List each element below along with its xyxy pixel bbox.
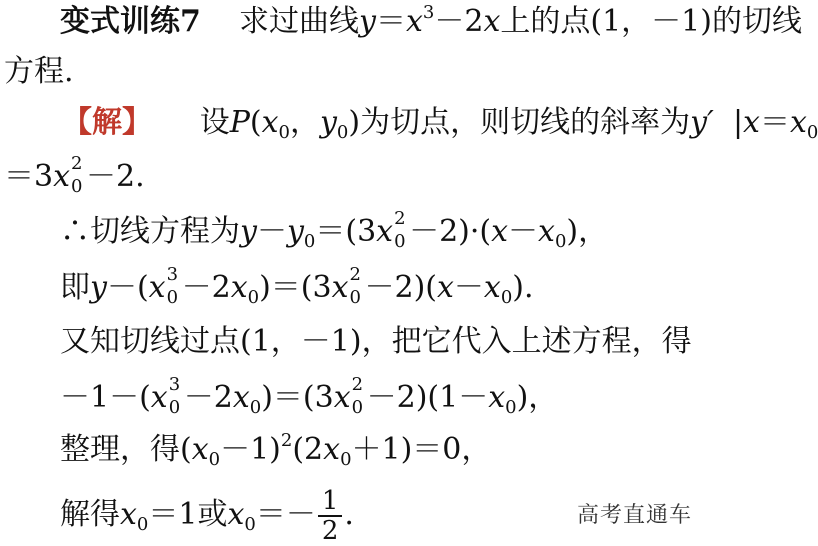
solution-text: 解得	[60, 497, 120, 532]
math-sub: 0	[166, 287, 179, 308]
math-text: ＝3	[4, 159, 54, 194]
math-sup: 2	[351, 374, 364, 395]
solution-line-7	[60, 430, 491, 470]
math-y: y	[319, 105, 337, 140]
math-x: x	[743, 105, 760, 140]
math-supsub	[348, 264, 364, 308]
math-sup: 2	[394, 208, 406, 229]
solution-label: 【解】	[62, 105, 152, 140]
math-sub: 0	[500, 287, 513, 308]
math-sup: 3	[166, 264, 179, 285]
math-sub: 0	[168, 397, 181, 418]
math-x: x	[789, 105, 807, 140]
math-supsub	[393, 208, 409, 252]
math-sub: 0	[136, 514, 149, 535]
math-paren: (	[249, 105, 262, 140]
watermark: 高考直通车	[576, 503, 692, 528]
math-sup: 3	[168, 374, 181, 395]
math-minus: －	[256, 214, 287, 249]
solution-line-1	[62, 103, 818, 143]
math-x: x	[538, 214, 555, 249]
math-sub: 0	[278, 122, 290, 143]
math-fraction	[318, 487, 343, 545]
solution-line-3	[60, 208, 609, 252]
math-text: ＝1或	[148, 497, 228, 532]
math-sub: 0	[340, 449, 352, 470]
math-sub: 0	[208, 449, 221, 470]
math-sub: 0	[554, 231, 567, 252]
math-sub: 0	[303, 231, 316, 252]
problem-line-1	[60, 2, 802, 42]
solution-text: 又知切线过点(1，－1)，把它代入上述方程，得	[60, 324, 692, 359]
math-x: x	[230, 270, 248, 305]
math-text: )＝(3	[261, 380, 334, 415]
math-sub: 0	[351, 397, 364, 418]
math-sub: 0	[394, 231, 406, 252]
math-text: －2)(	[364, 270, 437, 305]
problem-text: 方程.	[4, 54, 74, 89]
math-yprime: y′	[690, 105, 714, 140]
math-text: )＝(3	[259, 270, 332, 305]
math-x: x	[150, 380, 168, 415]
math-x: x	[488, 380, 506, 415]
problem-title: 变式训练7	[60, 4, 201, 39]
math-text: .	[344, 497, 354, 532]
problem-text: 求过曲线	[239, 4, 360, 39]
solution-line-8	[60, 486, 354, 545]
math-x: x	[483, 4, 501, 39]
math-text: －(	[106, 270, 149, 305]
math-text: －1－(	[60, 380, 151, 415]
math-sub: 0	[349, 287, 361, 308]
math-supsub	[168, 374, 184, 418]
solution-line-5	[60, 322, 692, 362]
solution-text: 整理，得(	[60, 432, 192, 467]
solution-text: )为切点，则切线的斜率为	[348, 105, 691, 140]
math-sub: 0	[336, 122, 349, 143]
math-supsub	[166, 264, 182, 308]
math-sub: 0	[244, 514, 256, 535]
math-x: x	[53, 159, 71, 194]
math-sub: 0	[247, 287, 260, 308]
solution-text: 即	[60, 270, 90, 305]
solution-text: ∴切线方程为	[60, 214, 240, 249]
math-x: x	[261, 105, 279, 140]
math-sup: 2	[349, 264, 361, 285]
math-text: (2	[292, 432, 324, 467]
math-supsub	[70, 153, 86, 197]
problem-text: 上的点(1，－1)的切线	[500, 4, 802, 39]
math-text: ＝(3	[315, 214, 377, 249]
math-minus: －2	[434, 4, 484, 39]
math-text: )，	[516, 380, 559, 415]
math-supsub	[351, 374, 367, 418]
solution-line-4	[60, 264, 534, 308]
math-text: －2)(1－	[366, 380, 489, 415]
math-sub: 0	[71, 176, 83, 197]
math-x: x	[331, 270, 349, 305]
math-minus: －	[508, 214, 539, 249]
math-text: ).	[512, 270, 534, 305]
math-text: －1)	[220, 432, 281, 467]
math-minus: －	[453, 270, 484, 305]
math-sub: 0	[806, 122, 818, 143]
math-text: )，	[566, 214, 609, 249]
math-sup: 2	[71, 153, 83, 174]
math-y: y	[286, 214, 304, 249]
math-x: x	[376, 214, 394, 249]
math-x: x	[405, 4, 423, 39]
math-x: x	[483, 270, 501, 305]
math-x: x	[232, 380, 250, 415]
math-y: y	[359, 4, 376, 39]
math-x: x	[491, 214, 509, 249]
math-bar: |	[732, 105, 744, 140]
math-x: x	[436, 270, 454, 305]
math-eq: ＝	[759, 105, 790, 140]
math-text: ＋1)＝0，	[351, 432, 492, 467]
fraction-numerator: 1	[318, 487, 343, 517]
math-text: －2	[183, 380, 233, 415]
math-x: x	[148, 270, 166, 305]
solution-line-6	[60, 374, 559, 418]
math-y: y	[240, 214, 257, 249]
math-comma: ，	[289, 105, 320, 140]
math-sub: 0	[505, 397, 517, 418]
math-x: x	[227, 497, 245, 532]
fraction-denominator: 2	[321, 516, 339, 546]
math-sub: 0	[249, 397, 262, 418]
problem-line-2	[4, 52, 74, 92]
solution-line-2	[4, 153, 145, 197]
math-exp: 3	[422, 2, 435, 23]
math-sup: 2	[280, 430, 293, 451]
math-x: x	[323, 432, 341, 467]
math-P: P	[229, 105, 250, 140]
math-eq: ＝	[375, 4, 406, 39]
math-text: －2.	[86, 159, 145, 194]
math-text: －2	[181, 270, 231, 305]
math-y: y	[90, 270, 107, 305]
solution-text: 设	[199, 105, 230, 140]
math-text: ＝－	[255, 497, 316, 532]
math-x: x	[333, 380, 351, 415]
math-text: －2)·(	[409, 214, 492, 249]
math-x: x	[191, 432, 209, 467]
math-x: x	[120, 497, 137, 532]
